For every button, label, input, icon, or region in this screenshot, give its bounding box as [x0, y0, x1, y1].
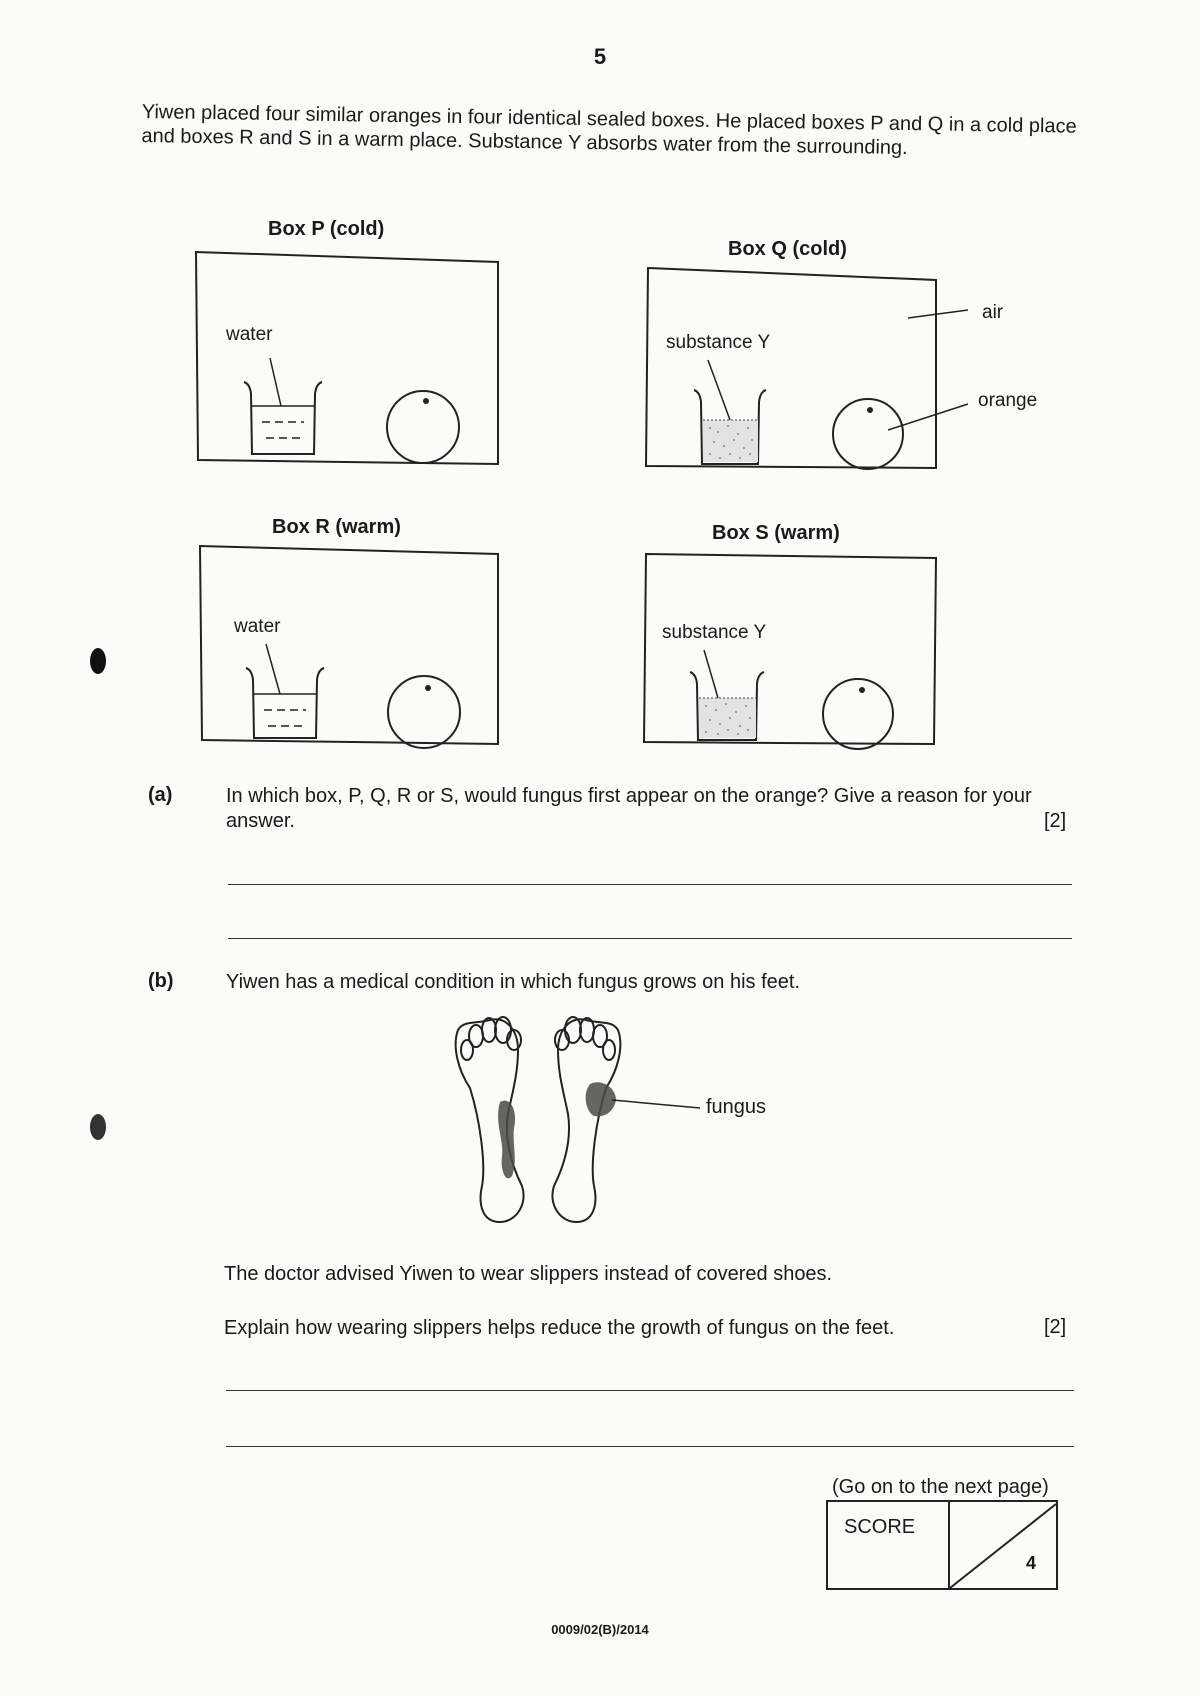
question-a-label: (a): [148, 784, 173, 806]
answer-line-b1[interactable]: [226, 1390, 1074, 1391]
box-s-beaker-label: substance Y: [662, 622, 767, 643]
box-s-title: Box S (warm): [712, 522, 840, 544]
fungus-patch-right: [586, 1082, 616, 1116]
box-p-title: Box P (cold): [268, 218, 385, 240]
box-r-title: Box R (warm): [272, 516, 401, 538]
go-on-next-page: (Go on to the next page): [832, 1476, 1049, 1498]
punch-hole-bottom: [90, 1114, 106, 1140]
orange-label: orange: [978, 390, 1038, 411]
air-label: air: [982, 302, 1004, 323]
fungus-label: fungus: [706, 1096, 767, 1118]
score-label: SCORE: [844, 1516, 916, 1538]
right-foot-icon: [552, 1017, 620, 1222]
paper-code: 0009/02(B)/2014: [551, 1622, 649, 1637]
intro-paragraph: Yiwen placed four similar oranges in four identical sealed boxes. He placed boxes P and Q in a cold place and boxes R and S in a warm place. Substance Y absorbs water from the surrounding.: [141, 100, 1077, 160]
question-b-marks: [2]: [1044, 1316, 1067, 1338]
score-max: 4: [1025, 1553, 1036, 1573]
box-p-beaker-label: water: [226, 324, 273, 345]
box-q-beaker-label: substance Y: [666, 332, 771, 353]
page-number: 5: [593, 44, 607, 69]
box-q-title: Box Q (cold): [728, 238, 847, 260]
punch-hole-top: [90, 648, 106, 674]
score-diagonal: [948, 1502, 1058, 1590]
box-r-beaker-label: water: [234, 616, 281, 637]
question-a-marks: [2]: [1044, 810, 1067, 832]
answer-line-b2[interactable]: [226, 1446, 1074, 1447]
question-b-text: Yiwen has a medical condition in which fungus grows on his feet.: [226, 971, 801, 993]
question-b-explain-text: Explain how wearing slippers helps reduce the growth of fungus on the feet.: [224, 1317, 895, 1339]
question-a-text: In which box, P, Q, R or S, would fungus first appear on the orange? Give a reason for your answer.: [226, 785, 1032, 832]
doctor-advice-text: The doctor advised Yiwen to wear slippers instead of covered shoes.: [224, 1263, 833, 1285]
question-b-label: (b): [148, 970, 174, 992]
score-box[interactable]: [826, 1500, 1058, 1590]
fungus-patch-left: [498, 1101, 515, 1179]
